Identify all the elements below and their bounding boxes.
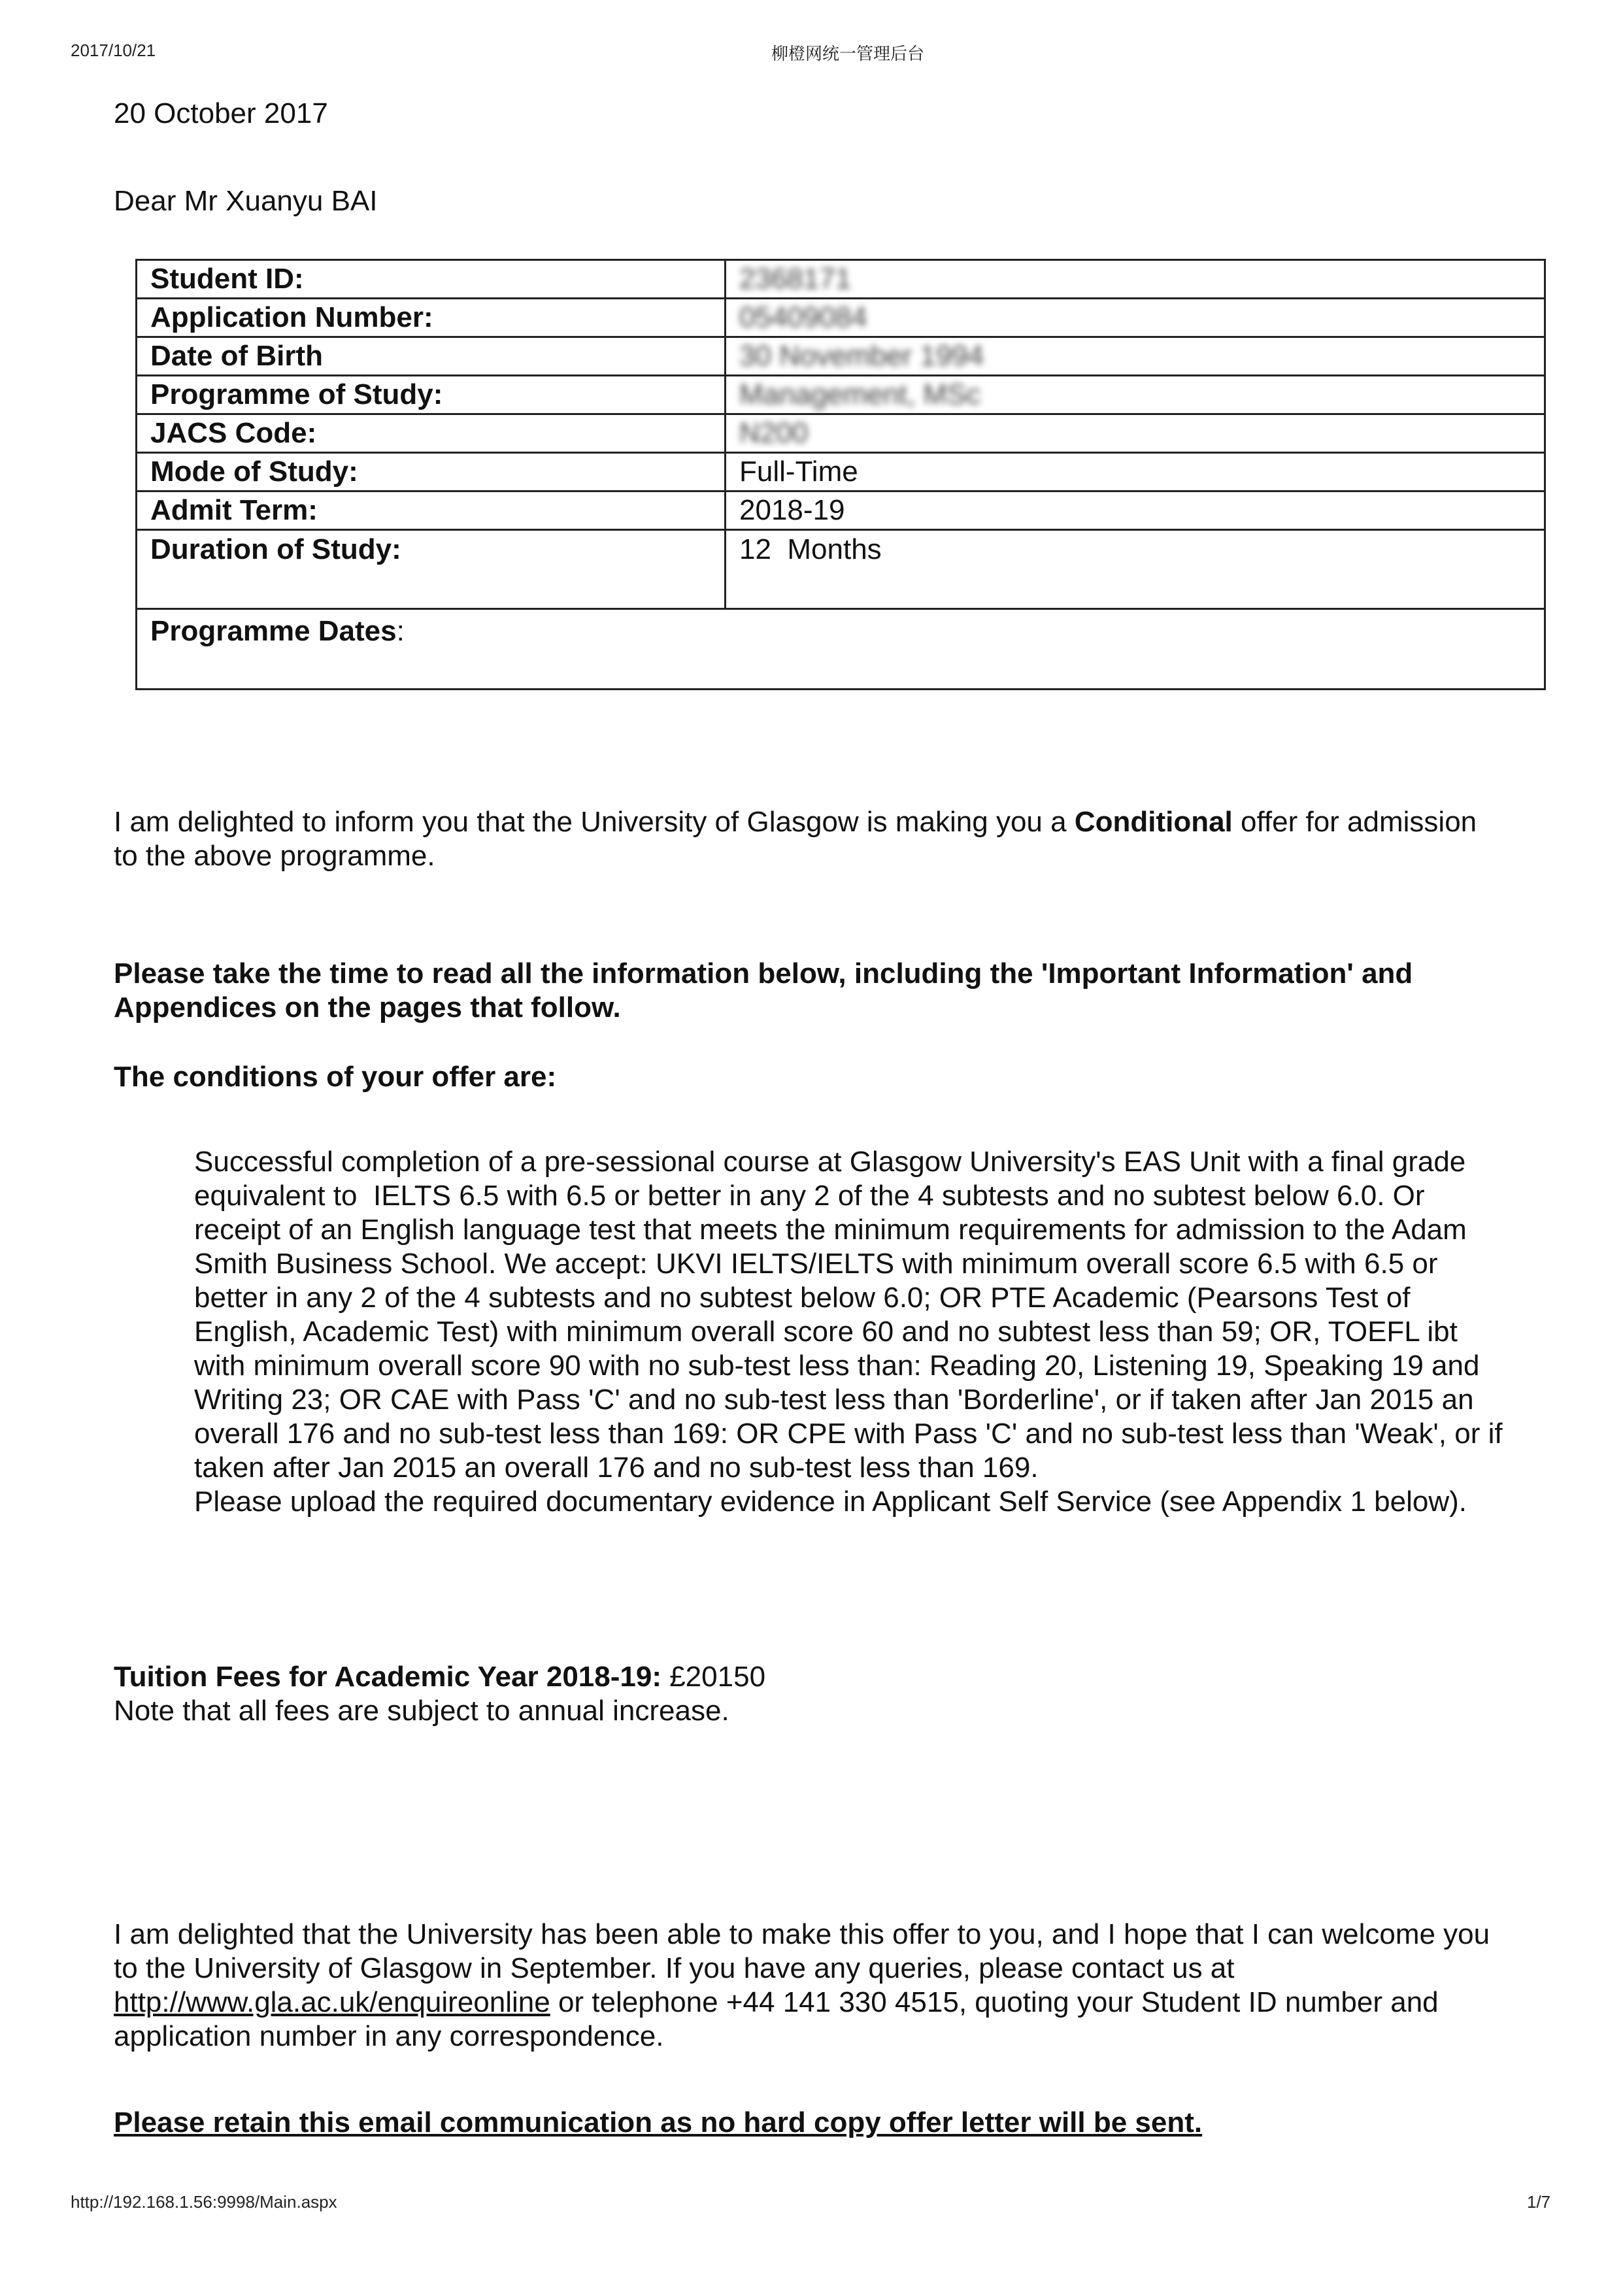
row-value: 30 November 1994 bbox=[726, 337, 1545, 376]
read-information-notice: Please take the time to read all the information below, including the 'Important Information' and Appendices on the pages that follow. bbox=[114, 957, 1413, 1023]
table-row bbox=[137, 376, 1545, 414]
fees-amount: £20150 bbox=[661, 1661, 766, 1693]
intro-text-after: offer for admission to the above programme. bbox=[114, 806, 1477, 872]
row-label: Admit Term: bbox=[137, 491, 726, 530]
print-header-title: 柳橙网统一管理后台 bbox=[771, 44, 925, 63]
row-value: 2018-19 bbox=[726, 491, 1545, 530]
intro-text-before: I am delighted to inform you that the University of Glasgow is making you a bbox=[114, 806, 1075, 838]
closing-paragraph bbox=[114, 1918, 1513, 2054]
offer-intro bbox=[114, 805, 1499, 873]
table-row bbox=[137, 260, 1545, 299]
tuition-fees bbox=[114, 1660, 1499, 1728]
student-info-table bbox=[135, 259, 1546, 690]
letter-greeting: Dear Mr Xuanyu BAI bbox=[114, 185, 378, 217]
conditions-heading: The conditions of your offer are: bbox=[114, 1061, 557, 1093]
programme-dates-cell bbox=[137, 609, 1545, 690]
row-label: Programme of Study: bbox=[137, 376, 726, 414]
table-row bbox=[137, 299, 1545, 337]
closing-text-before: I am delighted that the University has been able to make this offer to you, and I hope that I can welcome you to the University of Glasgow in September. If you have any queries, please contact us at bbox=[114, 1918, 1490, 1984]
retain-email-notice: Please retain this email communication as no hard copy offer letter will be sent. bbox=[114, 2106, 1203, 2138]
row-label: Date of Birth bbox=[137, 337, 726, 376]
row-label: Application Number: bbox=[137, 299, 726, 337]
letter-date: 20 October 2017 bbox=[114, 97, 328, 129]
enquire-online-link[interactable]: http://www.gla.ac.uk/enquireonline bbox=[114, 1986, 550, 2018]
fees-note: Note that all fees are subject to annual increase. bbox=[114, 1695, 729, 1727]
conditions-text: Successful completion of a pre-sessional course at Glasgow University's EAS Unit with a final grade equivalent to IELTS 6.5 with 6.5 or better in any 2 of the 4 subtests and no subtest below 6.0. Or receipt of an English language test that meets the minimum requirements for admission to the Adam Smith Business School. We accept: UKVI IELTS/IELTS with minimum overall score 6.5 with 6.5 or better in any 2 of the 4 subtests and no subtest below 6.0; OR PTE Academic (Pearsons Test of English, Academic Test) with minimum overall score 60 and no subtest less than 59; OR, TOEFL ibt with minimum overall score 90 with no sub-test less than: Reading 20, Listening 19, Speaking 19 and Writing 23; OR CAE with Pass 'C' and no sub-test less than 'Borderline', or if taken after Jan 2015 an overall 176 and no sub-test less than 169: OR CPE with Pass 'C' and no sub-test less than 'Weak', or if taken after Jan 2015 an overall 176 and no sub-test less than 169. bbox=[194, 1146, 1511, 1484]
table-row bbox=[137, 491, 1545, 530]
fees-label: Tuition Fees for Academic Year 2018-19: bbox=[114, 1661, 661, 1693]
row-label: JACS Code: bbox=[137, 414, 726, 453]
print-footer-page: 1/7 bbox=[1527, 2192, 1551, 2212]
table-row bbox=[137, 337, 1545, 376]
conditions-block bbox=[194, 1145, 1514, 1519]
row-value: 12 Months bbox=[726, 530, 1545, 609]
print-footer-url: http://192.168.1.56:9998/Main.aspx bbox=[71, 2192, 337, 2212]
table-row bbox=[137, 453, 1545, 491]
offer-type: Conditional bbox=[1074, 806, 1233, 838]
row-value: Management, MSc bbox=[726, 376, 1545, 414]
row-label: Duration of Study: bbox=[137, 530, 726, 609]
programme-dates-label: Programme Dates bbox=[150, 615, 397, 647]
upload-instruction: Please upload the required documentary evidence in Applicant Self Service (see Appendix 1 below). bbox=[194, 1486, 1467, 1518]
closing-text-after: or telephone +44 141 330 4515, quoting your Student ID number and application number in any correspondence. bbox=[114, 1986, 1439, 2052]
table-row bbox=[137, 414, 1545, 453]
programme-dates-colon: : bbox=[396, 615, 405, 647]
row-value: 2368171 bbox=[726, 260, 1545, 299]
row-label: Mode of Study: bbox=[137, 453, 726, 491]
print-header-date: 2017/10/21 bbox=[71, 41, 156, 60]
row-value: Full-Time bbox=[726, 453, 1545, 491]
row-value: N200 bbox=[726, 414, 1545, 453]
table-row bbox=[137, 609, 1545, 690]
row-value: 05409084 bbox=[726, 299, 1545, 337]
row-label: Student ID: bbox=[137, 260, 726, 299]
table-row bbox=[137, 530, 1545, 609]
